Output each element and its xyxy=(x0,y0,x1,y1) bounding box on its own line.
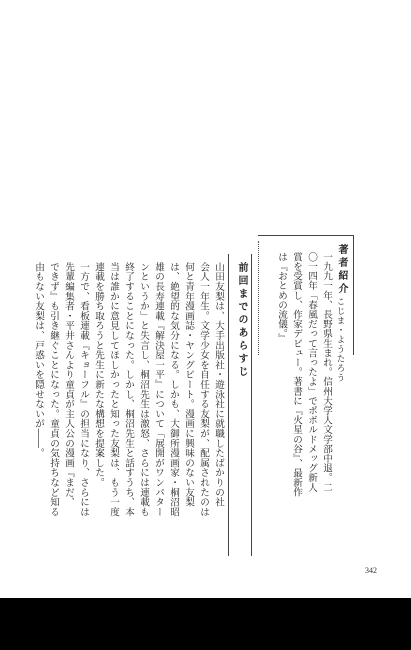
summary-line: ンというか」と失言し、桐沼先生は激怒、さらには連載も xyxy=(138,262,149,517)
author-box-divider xyxy=(258,241,259,355)
summary-line: 会人一年生。文学少女を自任する友梨が、配属されたのは xyxy=(198,262,209,517)
page-number: 342 xyxy=(365,566,377,575)
author-line: 賞を受賞し、作家デビュー。著書に『火星の谷』、最新作 xyxy=(291,252,302,497)
summary-line: 一方で、看板連載『キョーフル』の担当になり、さらには xyxy=(78,262,89,517)
summary-line: 当は誰かに意見してほしかったと知った友梨は、もう一度 xyxy=(108,262,119,517)
summary-line: 先輩編集者・平井さんより童貞が主人公の漫画『まだ、 xyxy=(63,262,74,507)
summary-line: 何と青年漫画誌・ヤングビート。漫画に興味のない友梨 xyxy=(183,262,194,507)
summary-line: できず』も引き継ぐことになった。童貞の気持ちなど知る xyxy=(48,262,59,517)
author-line: 〇一四年「春風だって言ったよ」でポボルドメッグ新人 xyxy=(306,252,317,492)
author-name-reading: こじま・ようたろう xyxy=(335,297,345,383)
author-line: 一九九一年、長野県生まれ。信州大学人文学部中退。二 xyxy=(321,252,332,492)
summary-line: 雄の長寿連載『解決屋一平』について「展開がワンパター xyxy=(153,262,164,517)
author-heading: 著者紹介 xyxy=(336,244,347,296)
summary-line: は、絶望的な気分になる。しかも、大御所漫画家・桐沼昭 xyxy=(168,262,179,517)
summary-line: 山田友梨は、大手出版社・遊泳社に就職したばかりの社 xyxy=(213,262,224,507)
author-line: は『おとめの流儀。』 xyxy=(276,252,287,344)
summary-line: 連載を勝ち取ろうと先生に新たな構想を提案した。 xyxy=(93,262,104,488)
summary-heading: 前回までのあらすじ xyxy=(236,262,247,379)
summary-line: 由もない友梨は、戸惑いを隠せないが――。 xyxy=(33,262,44,458)
summary-line: 終了することになった。しかし、桐沼先生と話すうち、本 xyxy=(123,262,134,517)
